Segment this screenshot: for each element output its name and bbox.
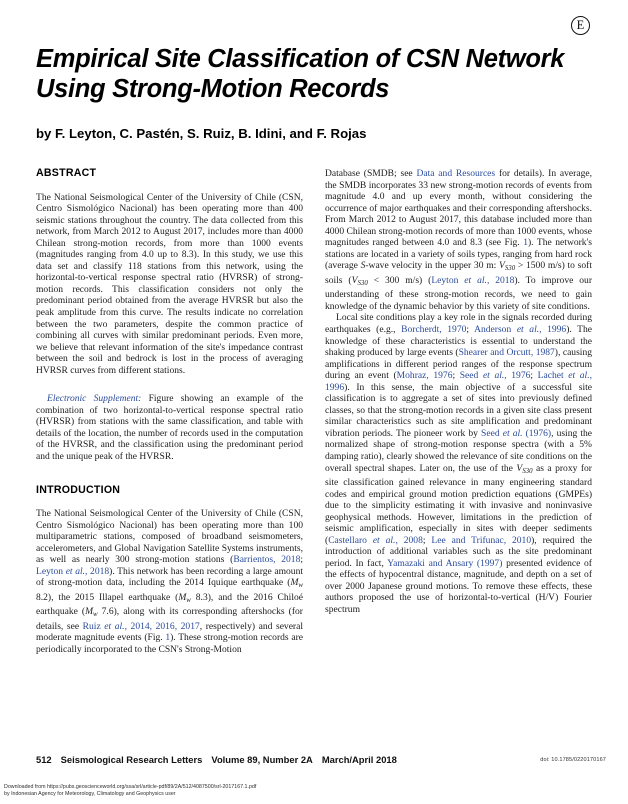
title-line-2: Using Strong-Motion Records: [36, 75, 390, 103]
right2-text-d: ), causing amplifications in different period ranges of the response spectrum during an event (: [325, 347, 592, 382]
vs30-subscript-1: S30: [504, 265, 516, 273]
magnitude-symbol-1: M: [290, 577, 299, 589]
citation-seed2-year: (1976): [522, 427, 552, 439]
right2-text-j: ;: [422, 534, 432, 546]
citation-castellaro-name: Castellaro: [328, 534, 373, 546]
right2-text-c: ). The knowledge of these characteristics is essential to understand the shaking produced by large events (: [325, 323, 593, 359]
citation-ruiz-etal[interactable]: [83, 621, 200, 632]
citation-seed-etal-1976[interactable]: [460, 370, 531, 381]
citation-castellaro-year: , 2008: [395, 534, 423, 546]
right-paragraph-1: [325, 168, 592, 312]
magnitude-subscript-2: w: [186, 596, 191, 604]
citation-anderson-etal: et al.: [516, 323, 540, 335]
author-byline: by F. Leyton, C. Pastén, S. Ruiz, B. Idini, and F. Rojas: [36, 126, 367, 141]
citation-leyton-right-name: Leyton: [431, 274, 465, 286]
intro-text-b: ;: [300, 554, 303, 566]
right-text-d: -wave velocity in the upper 30 m:: [365, 260, 500, 272]
magnitude-symbol-3: M: [85, 606, 94, 618]
s-wave-symbol: S: [360, 260, 366, 272]
download-watermark: [4, 784, 256, 799]
intro-text-a: The National Seismological Center of the University of Chile (CSN, Centro Sismológico Nacional) has been operating more than 100 multiparametric stations, composed of broadband seismometers, accelerometers, and Global Navigation Satellite Systems instruments, as well as nearly 300 strong-motion stations (: [36, 508, 303, 566]
figure-reference-1-right[interactable]: 1: [523, 237, 528, 249]
citation-leyton-right-etal: et al.: [464, 274, 487, 286]
intro-text-g: , respectively) and several moderate magnitude events (Fig.: [36, 620, 304, 644]
magnitude-subscript-3: w: [93, 611, 98, 619]
intro-text-f: 7.6), along with its corresponding aftershocks (for details, see: [36, 606, 303, 632]
right-text-e: > 1500 m/s) to soft soils (: [325, 260, 592, 286]
citation-leyton-name: Leyton: [36, 565, 66, 577]
citation-mohraz-1976[interactable]: Mohraz, 1976: [396, 370, 453, 382]
citation-ruiz-etal-italic: et al.: [104, 620, 125, 632]
citation-seed-etal-1976-b[interactable]: [481, 428, 551, 439]
introduction-heading: INTRODUCTION: [36, 483, 121, 496]
electronic-supplement-text: Figure showing an example of the combination of two horizontal-to-vertical response spectral ratio (HVRSR) from stations with the same classification, and table with details of the location, the number of records used in the computation of the HVRSR, and the classification using the predominant period and the unique peak of the HVRSR.: [36, 393, 303, 463]
right2-text-i: as a proxy for site classification gained relevance in many engineering standard codes and empirical ground motion prediction equations (GMPEs) due to the simplicity estimating it with invasive and noninvasive geophysical methods. However, limitations in the prediction of seismic amplification, especially in sites with deeper sediments (: [325, 462, 592, 546]
citation-lachet-year: , 1996: [325, 370, 592, 393]
vs30-subscript-2: S30: [357, 279, 368, 287]
citation-leyton-2018-right[interactable]: [431, 275, 514, 286]
citation-lachet-etal: et al.: [568, 370, 590, 382]
footer-date: March/April 2018: [321, 754, 397, 765]
title-line-1: Empirical Site Classification of CSN Network: [36, 45, 565, 73]
intro-text-c: ). This network has been recording a large amount of strong-motion data, including the 2014 Iquique earthquake (: [36, 565, 303, 589]
citation-anderson-etal-1996[interactable]: [474, 324, 566, 335]
vs30-subscript-3: S30: [522, 467, 533, 475]
right-text-g: ). To improve our understanding of these strong-motion records, we need to gain knowledge of the dynamic behavior by this variety of site conditions.: [325, 274, 592, 312]
abstract-heading: ABSTRACT: [36, 167, 97, 179]
citation-leyton-year: , 2018: [85, 565, 110, 577]
page-footer: [36, 754, 397, 765]
citation-anderson-name: Anderson: [474, 323, 517, 335]
intro-text-e: 8.3), and the 2016 Chiloé earthquake (: [36, 591, 303, 618]
footer-volume: Volume 89, Number 2A: [211, 754, 313, 765]
intro-text-h: ). These strong-motion records are periodically incorporated to the CSN's Strong-Motion: [36, 632, 303, 655]
citation-leyton-2018[interactable]: [36, 566, 109, 577]
electronic-supplement-paragraph: [36, 393, 303, 462]
citation-seed-etal: et al.: [482, 370, 505, 382]
right2-text-e: ;: [452, 370, 460, 382]
right-text-c: ). The network's stations are located in a variety of soils types, ranging from hard rock (average: [325, 237, 593, 272]
citation-barrientos-2018[interactable]: Barrientos, 2018: [233, 554, 301, 566]
page-title: [36, 44, 596, 104]
electronic-supplement-badge-icon: E: [571, 16, 590, 35]
footer-page-number: 512: [36, 754, 52, 765]
citation-anderson-year: , 1996: [539, 323, 567, 335]
right-column: [325, 168, 592, 616]
citation-leyton-right-year: , 2018: [486, 274, 515, 286]
footer-journal-name: Seismological Research Letters: [60, 754, 203, 765]
citation-ruiz-years: , 2014, 2016, 2017: [124, 620, 200, 632]
right2-text-b: ;: [466, 323, 475, 335]
citation-leyton-etal: et al.: [65, 565, 86, 577]
magnitude-symbol-2: M: [178, 591, 187, 603]
magnitude-subscript-1: w: [298, 582, 303, 590]
citation-castellaro-etal-2008[interactable]: [328, 535, 423, 546]
vs30-symbol-3: V: [516, 462, 523, 474]
vs30-symbol-1: V: [499, 260, 505, 272]
abstract-paragraph: The National Seismological Center of the University of Chile (CSN, Centro Sismológico Nacional) has been operating more than 400 seismic stations throughout the country. The data collected from this network, from March 2012 to August 2017, includes more than 4000 Chilean strong-motion records, from more than 1000 events (magnitudes ranging from 4.0 up to 8.3). In this study, we use this data set and classify 118 stations from this network, using the horizontal-to-vertical response spectral ratio (HVRSR) of strong-motion records. This classification considers not only the predominant period obtained from the average HVRSR but also the peak amplitude from this curve. The results indicate no correlation between the two parameters, despite the common practice of combining all curves with similar predominant periods. Even more, we believe that relevant information of the site's impedance contrast between the soil and bedrock is lost in the process of averaging HVRSR curves from different stations.: [36, 191, 303, 376]
right2-text-h: , using the normalized shape of strong-motion response spectra (with a 5% damping ratio), clearly showed the relevance of site conditions on the overall spectral shapes. Later on, the use of the: [325, 427, 593, 474]
right-text-b: for details). In average, the SMDB incorporates 33 new strong-motion records of events from magnitude 4.0 and up every month, without considering the occurrence of major earthquakes and their corresponding aftershocks. From March 2012 to August 2017, this database included more than 4000 Chilean strong-motion records of more than 1000 events, whose magnitudes ranged between 4.0 and 8.3 (see Fig.: [325, 168, 592, 249]
right2-text-k: ), required the introduction of additional variables such as the site predominant period. In fact,: [325, 534, 592, 569]
watermark-line-2: by Indonesian Agency for Meteorology, Climatology and Geophysics user: [4, 791, 176, 798]
citation-yamazaki-ansary-1997[interactable]: Yamazaki and Ansary (1997): [387, 557, 503, 569]
citation-seed2-name: Seed: [481, 427, 503, 439]
vs30-symbol-2: V: [351, 274, 358, 286]
intro-text-d: 8.2), the 2015 Illapel earthquake (: [36, 591, 179, 603]
right2-text-f: ;: [530, 370, 538, 382]
citation-shearer-orcutt-1987[interactable]: Shearer and Orcutt, 1987: [458, 347, 555, 359]
citation-castellaro-etal: et al.: [372, 534, 396, 546]
citation-seed2-etal: et al.: [502, 427, 523, 439]
citation-seed-year: , 1976: [504, 370, 531, 382]
electronic-supplement-label: Electronic Supplement:: [47, 393, 142, 405]
citation-borcherdt-1970[interactable]: Borcherdt, 1970: [401, 323, 467, 335]
right-paragraph-2: [325, 312, 592, 615]
citation-lachet-name: Lachet: [537, 370, 569, 382]
left-column: [36, 168, 303, 655]
citation-ruiz-name: Ruiz: [82, 620, 105, 632]
figure-reference-1[interactable]: 1: [165, 632, 171, 644]
footer-doi: doi: 10.1785/0220170167: [540, 757, 606, 763]
right2-text-a: Local site conditions play a key role in the signals recorded during earthquakes (e.g.,: [325, 312, 592, 335]
right2-text-g: ). In this sense, the main objective of a successful site classification is to aggregate a set of sites into previously defined classes, so that the strong-motion records in a given site class present similar characteristics such as site amplification and predominant vibration periods. The pioneer work by: [325, 381, 592, 439]
link-data-and-resources[interactable]: Data and Resources: [416, 168, 496, 179]
right-text-a: Database (SMDB; see: [325, 168, 417, 179]
citation-lee-trifunac-2010[interactable]: Lee and Trifunac, 2010: [431, 534, 532, 546]
right2-text-l: presented evidence of the effects of hypocentral distance, magnitude, and depth on a set of over 2000 Japanese ground motions. To remove these effects, these authors proposed the use of horizontal-to-vertical (H/V) Fourier spectrum: [325, 557, 592, 615]
watermark-line-1: Downloaded from https://pubs.geoscienceworld.org/ssa/srl/article-pdf/89/2A/512/4087500/srl-2017167.1.pdf: [4, 784, 257, 790]
right-text-f: < 300 m/s) (: [367, 274, 432, 286]
citation-seed-name: Seed: [459, 370, 483, 382]
introduction-paragraph-1: [36, 508, 303, 655]
